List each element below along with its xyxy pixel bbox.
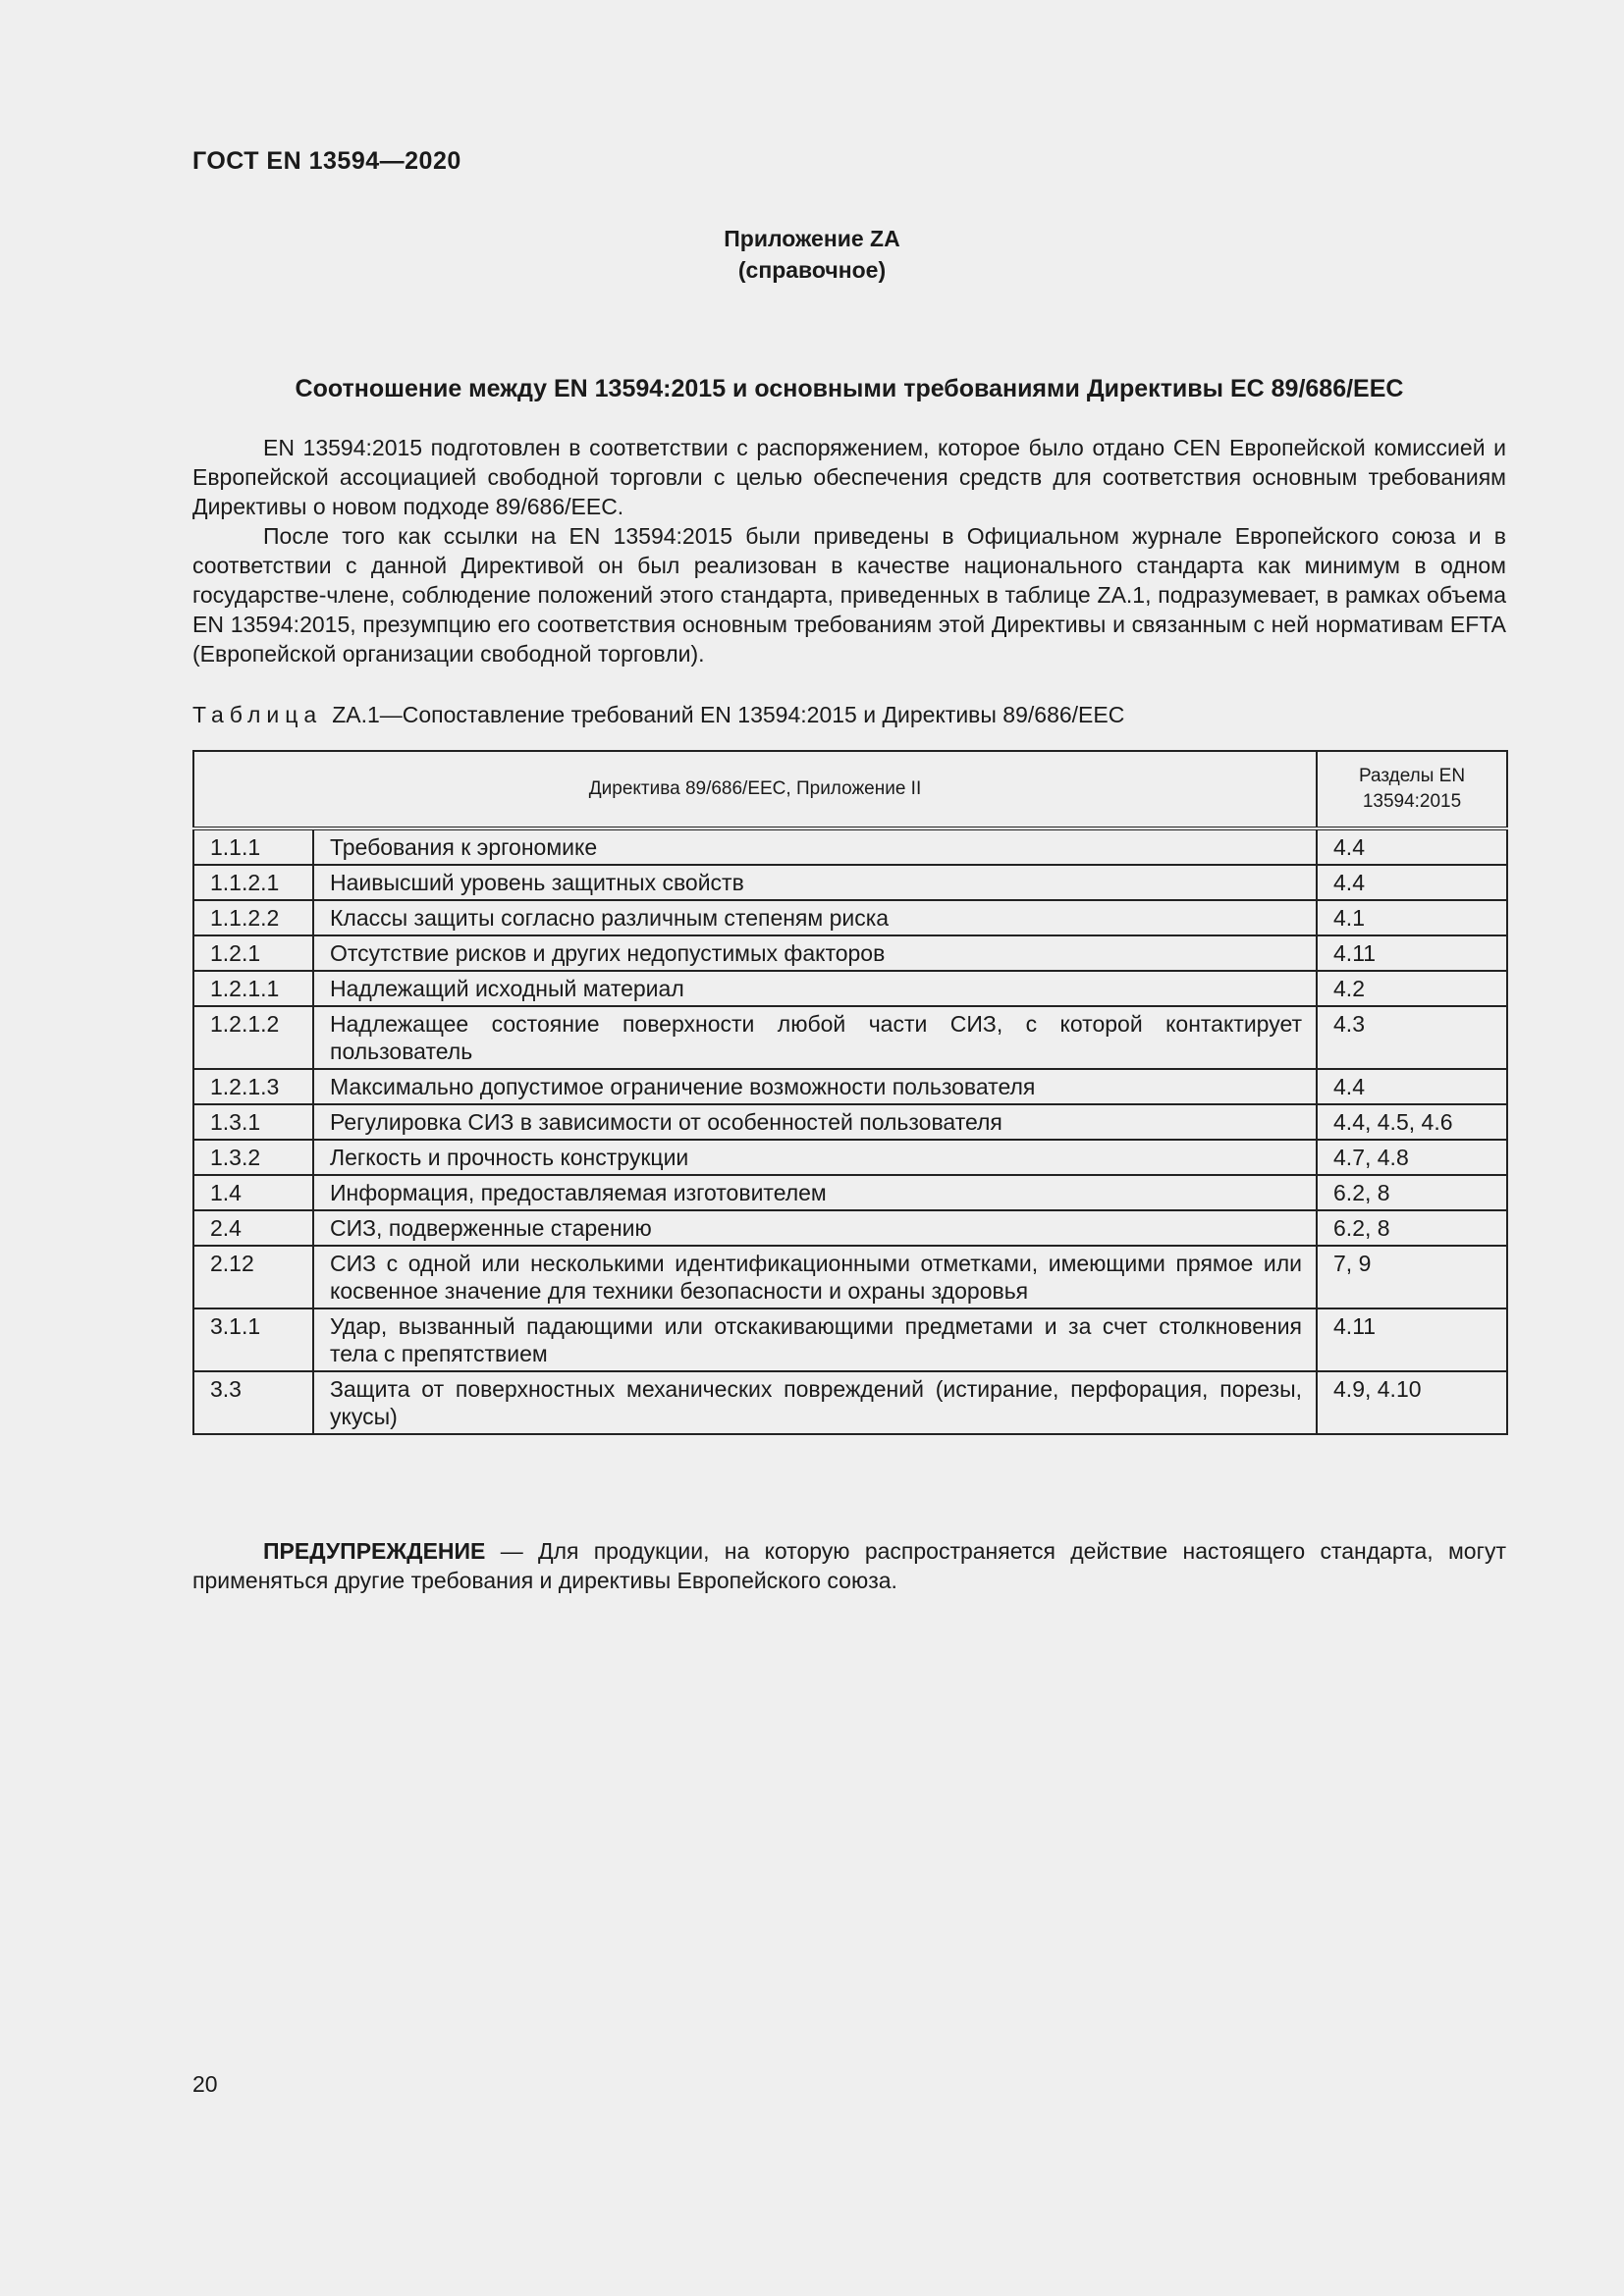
cell-clause: 1.3.1	[193, 1104, 313, 1140]
cell-sections: 4.4	[1317, 1069, 1507, 1104]
cell-sections: 4.2	[1317, 971, 1507, 1006]
cell-requirement: Классы защиты согласно различным степеням риска	[313, 900, 1317, 935]
table-row	[193, 1308, 1507, 1371]
table-caption-label: Таблица	[192, 702, 323, 727]
cell-clause: 3.1.1	[193, 1308, 313, 1371]
cell-sections: 4.3	[1317, 1006, 1507, 1069]
cell-sections: 4.1	[1317, 900, 1507, 935]
cell-requirement: СИЗ, подверженные старению	[313, 1210, 1317, 1246]
table-row	[193, 865, 1507, 900]
table-row	[193, 935, 1507, 971]
paragraph-2: После того как ссылки на EN 13594:2015 были приведены в Официальном журнале Европейского союза и в соответствии с данной Директивой он был реализован в качестве национального стандарта как минимум в одном государстве-члене, соблюдение положений этого стандарта, приведенных в таблице ZA.1, подразумевает, в рамках объема EN 13594:2015, презумпцию его соответствия основным требованиям этой Директивы и связанным с ней нормативам EFTA (Европейской организации свободной торговли).	[192, 523, 1506, 667]
cell-clause: 1.2.1	[193, 935, 313, 971]
document-header: ГОСТ EN 13594—2020	[192, 147, 461, 175]
cell-clause: 1.3.2	[193, 1140, 313, 1175]
cell-sections: 4.11	[1317, 1308, 1507, 1371]
header-sections: Разделы EN 13594:2015	[1317, 751, 1507, 828]
table-row	[193, 971, 1507, 1006]
cell-clause: 2.12	[193, 1246, 313, 1308]
cell-requirement: Требования к эргономике	[313, 828, 1317, 865]
cell-requirement: Легкость и прочность конструкции	[313, 1140, 1317, 1175]
cell-requirement: Информация, предоставляемая изготовителем	[313, 1175, 1317, 1210]
table-row	[193, 1006, 1507, 1069]
cell-sections: 4.4, 4.5, 4.6	[1317, 1104, 1507, 1140]
table-row	[193, 1371, 1507, 1434]
paragraph-1: EN 13594:2015 подготовлен в соответствии с распоряжением, которое было отдано CEN Европейской комиссией и Европейской ассоциацией свободной торговли с целью обеспечения средств для соответствия основным требованиям Директивы о новом подходе 89/686/EEC.	[192, 435, 1506, 519]
cell-requirement: Защита от поверхностных механических повреждений (истирание, перфорация, порезы, укусы)	[313, 1371, 1317, 1434]
cell-requirement: Регулировка СИЗ в зависимости от особенностей пользователя	[313, 1104, 1317, 1140]
cell-clause: 1.2.1.2	[193, 1006, 313, 1069]
table-row	[193, 1140, 1507, 1175]
table-caption-text: ZA.1—Сопоставление требований EN 13594:2015 и Директивы 89/686/EEC	[332, 702, 1125, 727]
cell-requirement: Надлежащее состояние поверхности любой части СИЗ, с которой контактирует пользователь	[313, 1006, 1317, 1069]
table-row	[193, 1246, 1507, 1308]
appendix-subtitle: (справочное)	[737, 257, 887, 283]
cell-requirement: Наивысший уровень защитных свойств	[313, 865, 1317, 900]
cell-sections: 6.2, 8	[1317, 1175, 1507, 1210]
cell-clause: 1.1.2.1	[193, 865, 313, 900]
cell-clause: 1.2.1.1	[193, 971, 313, 1006]
table-row	[193, 900, 1507, 935]
header-directive: Директива 89/686/EEC, Приложение II	[193, 751, 1317, 828]
cell-requirement: Надлежащий исходный материал	[313, 971, 1317, 1006]
cell-sections: 7, 9	[1317, 1246, 1507, 1308]
cell-clause: 1.4	[193, 1175, 313, 1210]
cell-requirement: СИЗ с одной или несколькими идентификационными отметками, имеющими прямое или косвенное значение для техники безопасности и охраны здоровья	[313, 1246, 1317, 1308]
cell-requirement: Отсутствие рисков и других недопустимых факторов	[313, 935, 1317, 971]
table-row	[193, 1175, 1507, 1210]
cell-sections: 4.4	[1317, 865, 1507, 900]
cell-clause: 2.4	[193, 1210, 313, 1246]
cell-requirement: Максимально допустимое ограничение возможности пользователя	[313, 1069, 1317, 1104]
cell-clause: 1.1.1	[193, 828, 313, 865]
cell-clause: 3.3	[193, 1371, 313, 1434]
warning-label: ПРЕДУПРЕЖДЕНИЕ	[263, 1538, 486, 1564]
cell-sections: 6.2, 8	[1317, 1210, 1507, 1246]
cell-sections: 4.9, 4.10	[1317, 1371, 1507, 1434]
table-row	[193, 828, 1507, 865]
table-row	[193, 1069, 1507, 1104]
cell-sections: 4.7, 4.8	[1317, 1140, 1507, 1175]
cell-sections: 4.4	[1317, 828, 1507, 865]
section-title: Соотношение между EN 13594:2015 и основными требованиями Директивы ЕС 89/686/EEC	[295, 375, 1404, 402]
appendix-title: Приложение ZA	[724, 226, 900, 251]
warning-text: — Для продукции, на которую распространяется действие настоящего стандарта, могут применяться другие требования и директивы Европейского союза.	[192, 1538, 1506, 1593]
cell-requirement: Удар, вызванный падающими или отскакивающими предметами и за счет столкновения тела с препятствием	[313, 1308, 1317, 1371]
table-row	[193, 1210, 1507, 1246]
table-caption	[192, 702, 1124, 728]
cell-clause: 1.2.1.3	[193, 1069, 313, 1104]
cell-clause: 1.1.2.2	[193, 900, 313, 935]
page-number: 20	[192, 2071, 218, 2097]
cell-sections: 4.11	[1317, 935, 1507, 971]
requirements-table	[192, 750, 1508, 1435]
warning-note	[192, 1536, 1506, 1595]
table-row	[193, 1104, 1507, 1140]
